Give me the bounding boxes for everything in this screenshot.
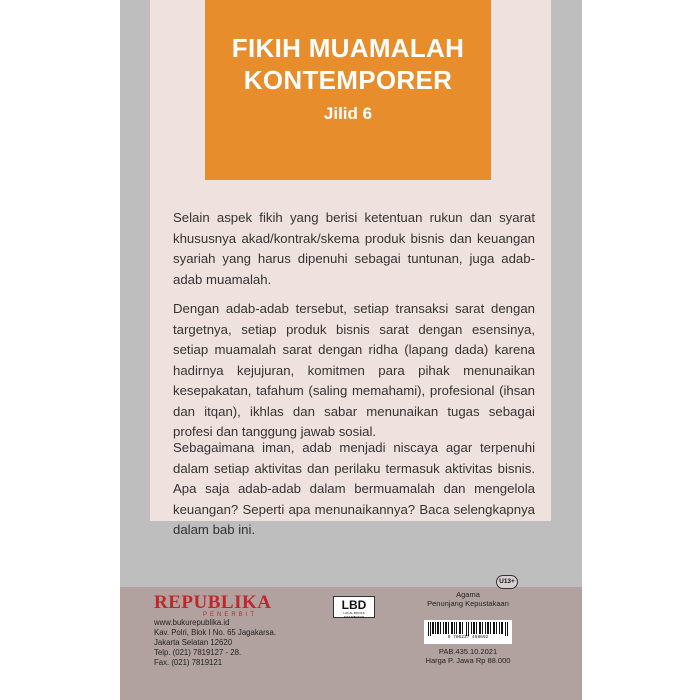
title-box (205, 0, 491, 180)
isbn-barcode (424, 620, 512, 644)
book-title-line2: KONTEMPORER (243, 65, 453, 95)
publisher-website: www.bukurepublika.id (154, 618, 230, 627)
subcategory-label: Penunjang Kepustakaan (427, 599, 509, 608)
barcode-bars (428, 622, 508, 636)
publisher-address-1: Kav. Polri, Blok I No. 65 Jagakarsa. (154, 628, 277, 637)
book-title-line1: FIKIH MUAMALAH (231, 33, 465, 63)
category-label: Agama (456, 590, 480, 599)
publisher-fax: Fax. (021) 7819121 (154, 658, 223, 667)
distributor-logo-sub: LOCAL BOOKS DISTRIBUTOR (343, 611, 365, 619)
barcode-number: 9 786237 458692 (447, 635, 489, 640)
volume-label: Jilid 6 (323, 104, 373, 123)
publisher-phone: Telp. (021) 7819127 - 28. (154, 648, 242, 657)
publisher-address-2: Jakarta Selatan 12620 (154, 638, 233, 647)
age-rating-badge: U13+ (496, 575, 518, 589)
product-code: PAB.435.10.2021 (438, 647, 498, 656)
publisher-logo: REPUBLIKA (154, 592, 272, 613)
distributor-logo-text: LBD (341, 598, 367, 612)
blurb-paragraph-2: Dengan adab-adab tersebut, setiap transaksi sarat dengan targetnya, setiap produk bisnis sarat dengan esensinya, setiap muamalah sarat dengan ridha (lapang dada) karena hadirnya kejujuran, komitmen para pihak menunaikan kesepakatan, tafahum (saling memahami), profesional (ihsan dan itqan), ikhlas dan sabar menunaikan tugas sebagai profesi dan tanggung jawab sosial. (173, 301, 535, 439)
price-label: Harga P. Jawa Rp 88.000 (425, 656, 511, 665)
blurb-paragraph-1: Selain aspek fikih yang berisi ketentuan rukun dan syarat khususnya akad/kontrak/skema produk bisnis dan keuangan syariah yang harus dipenuhi sebagai tuntunan, juga adab-adab muamalah. (173, 210, 535, 287)
publisher-logo-sub: PENERBIT (203, 612, 258, 618)
blurb-paragraph-3: Sebagaimana iman, adab menjadi niscaya agar terpenuhi dalam setiap aktivitas dan perilaku termasuk aktivitas bisnis. Apa saja adab-adab dalam bermuamalah dan mengelola keuangan? Seperti apa menunaikannya? Baca selengkapnya dalam bab ini. (173, 440, 535, 537)
distributor-logo (333, 596, 375, 618)
